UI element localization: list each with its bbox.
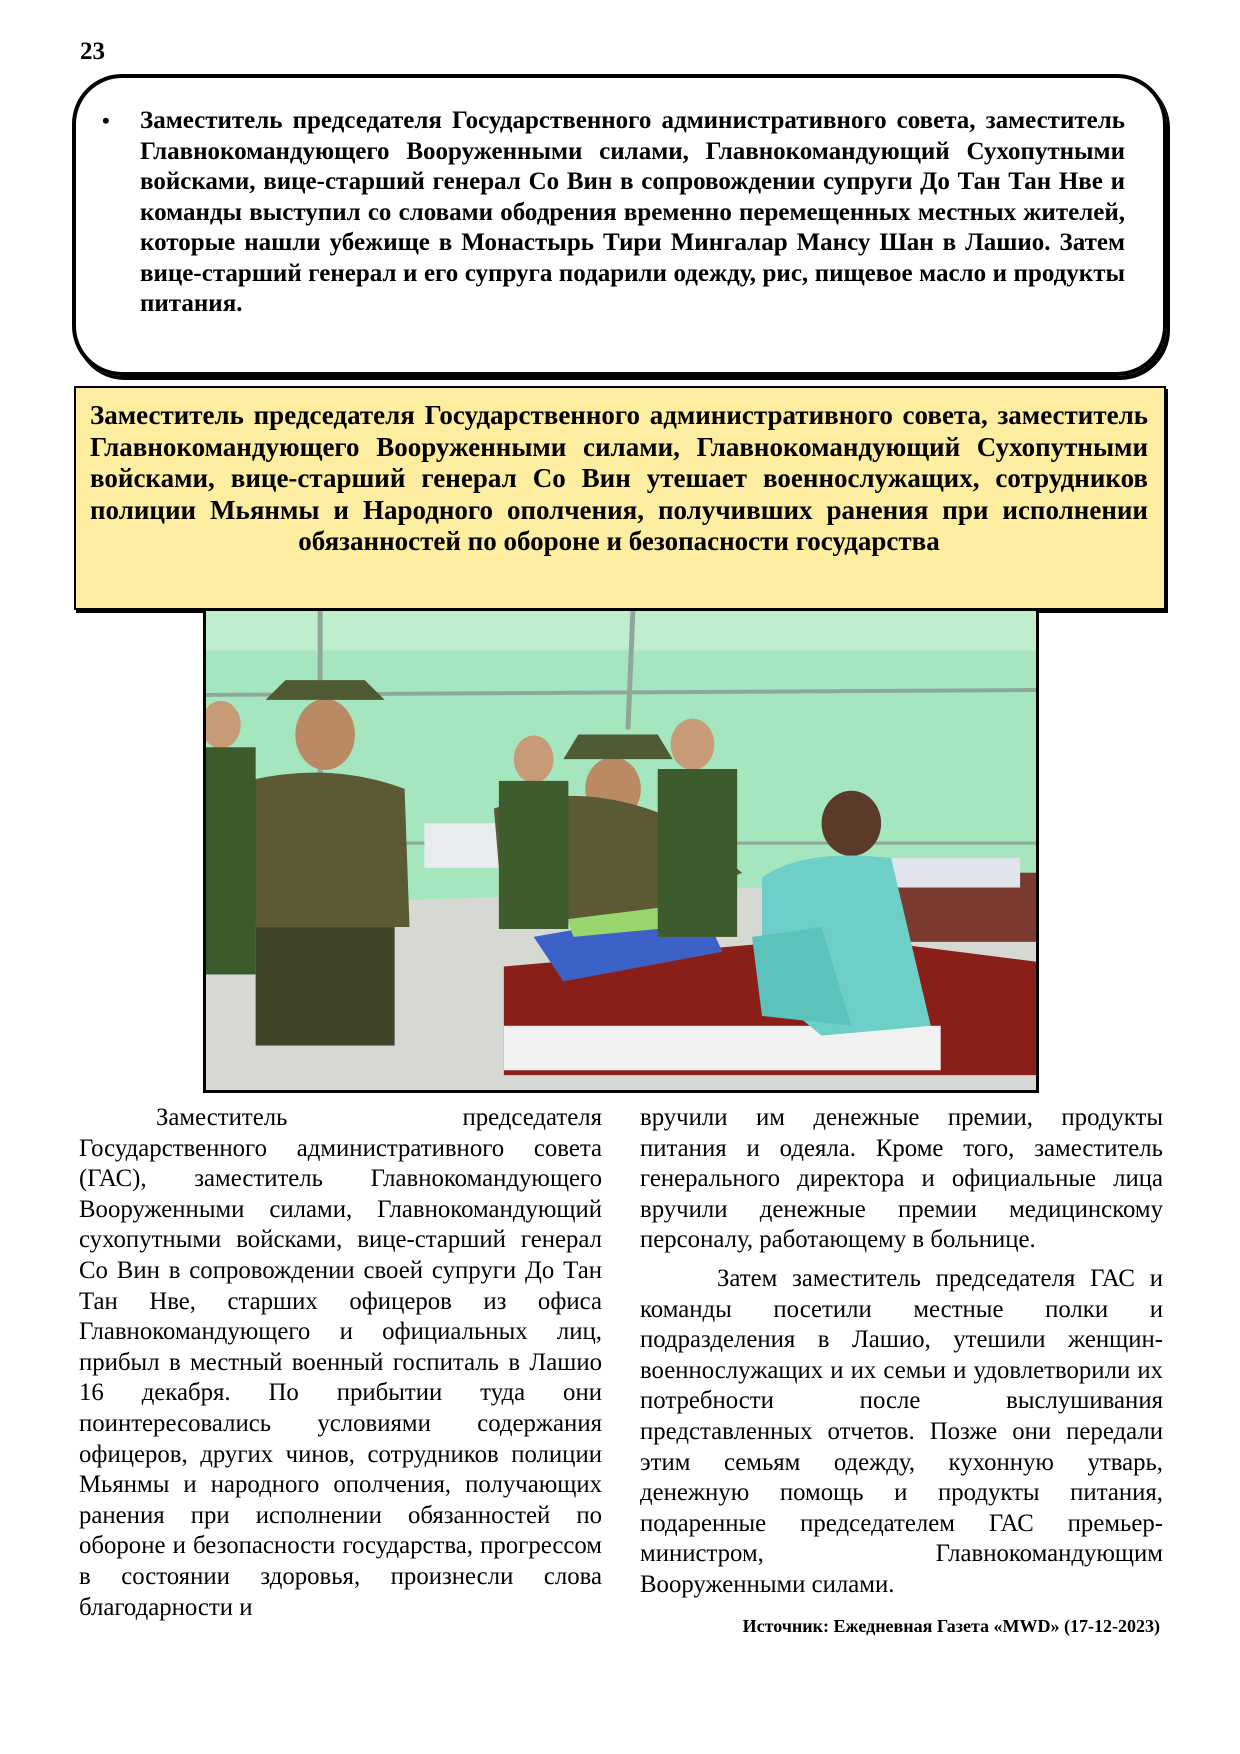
- article-paragraph: Заместитель председателя Государственного административного совета (ГАС), заместитель Главнокомандующего Вооруженными силами, Главнокомандующий сухопутными войсками, вице-старший генерал Со Вин в сопровождении своей супруги До Тан Тан Нве, старших офицеров из офиса Главнокомандующего и официальных лиц, прибыл в местный военный госпиталь в Лашио 16 декабря. По прибытии туда они поинтересовались условиями содержания офицеров, других чинов, сотрудников полиции Мьянмы и народного ополчения, получающих ранения при исполнении обязанностей по обороне и безопасности государства, прогрессом в состоянии здоровья, произнесли слова благодарности и: [79, 1104, 602, 1621]
- hospital-visit-photo: [206, 611, 1036, 1090]
- source-credit: Источник: Ежедневная Газета «MWD» (17-12-2023): [742, 1616, 1160, 1636]
- article-photo: [203, 608, 1039, 1093]
- article-column-right: [640, 1103, 1163, 1609]
- article-column-left: [79, 1103, 602, 1631]
- bullet-icon: •: [102, 108, 110, 133]
- article-paragraph: вручили им денежные премии, продукты питания и одеяла. Кроме того, заместитель генерального директора и официальные лица вручили денежные премии медицинскому персоналу, работающему в больнице.: [640, 1104, 1163, 1254]
- summary-box: [72, 74, 1167, 376]
- article-headline: Заместитель председателя Государственного административного совета, заместитель Главнокомандующего Вооруженными силами, Главнокомандующий Сухопутными войсками, вице-старший генерал Со Вин утешает военнослужащих, сотрудников полиции Мьянмы и Народного ополчения, получивших ранения при исполнении обязанностей по обороне и безопасности государства: [74, 386, 1166, 610]
- summary-text: Заместитель председателя Государственного административного совета, заместитель Главнокомандующего Вооруженными силами, Главнокомандующий Сухопутными войсками, вице-старший генерал Со Вин в сопровождении супруги До Тан Тан Нве и команды выступил со словами ободрения временно перемещенных местных жителей, которые нашли убежище в Монастырь Тири Мингалар Мансу Шан в Лашио. Затем вице-старший генерал и его супруга подарили одежду, рис, пищевое масло и продукты питания.: [140, 107, 1125, 317]
- article-paragraph: Затем заместитель председателя ГАС и команды посетили местные полки и подразделения в Лашио, утешили женщин-военнослужащих и их семьи и удовлетворили их потребности после выслушивания представленных отчетов. Позже они передали этим семьям одежду, кухонную утварь, денежную помощь и продукты питания, подаренные председателем ГАС премьер-министром, Главнокомандующим Вооруженными силами.: [640, 1264, 1163, 1598]
- page-number: 23: [80, 38, 105, 65]
- summary-list: [102, 106, 1125, 320]
- summary-item: [102, 106, 1125, 320]
